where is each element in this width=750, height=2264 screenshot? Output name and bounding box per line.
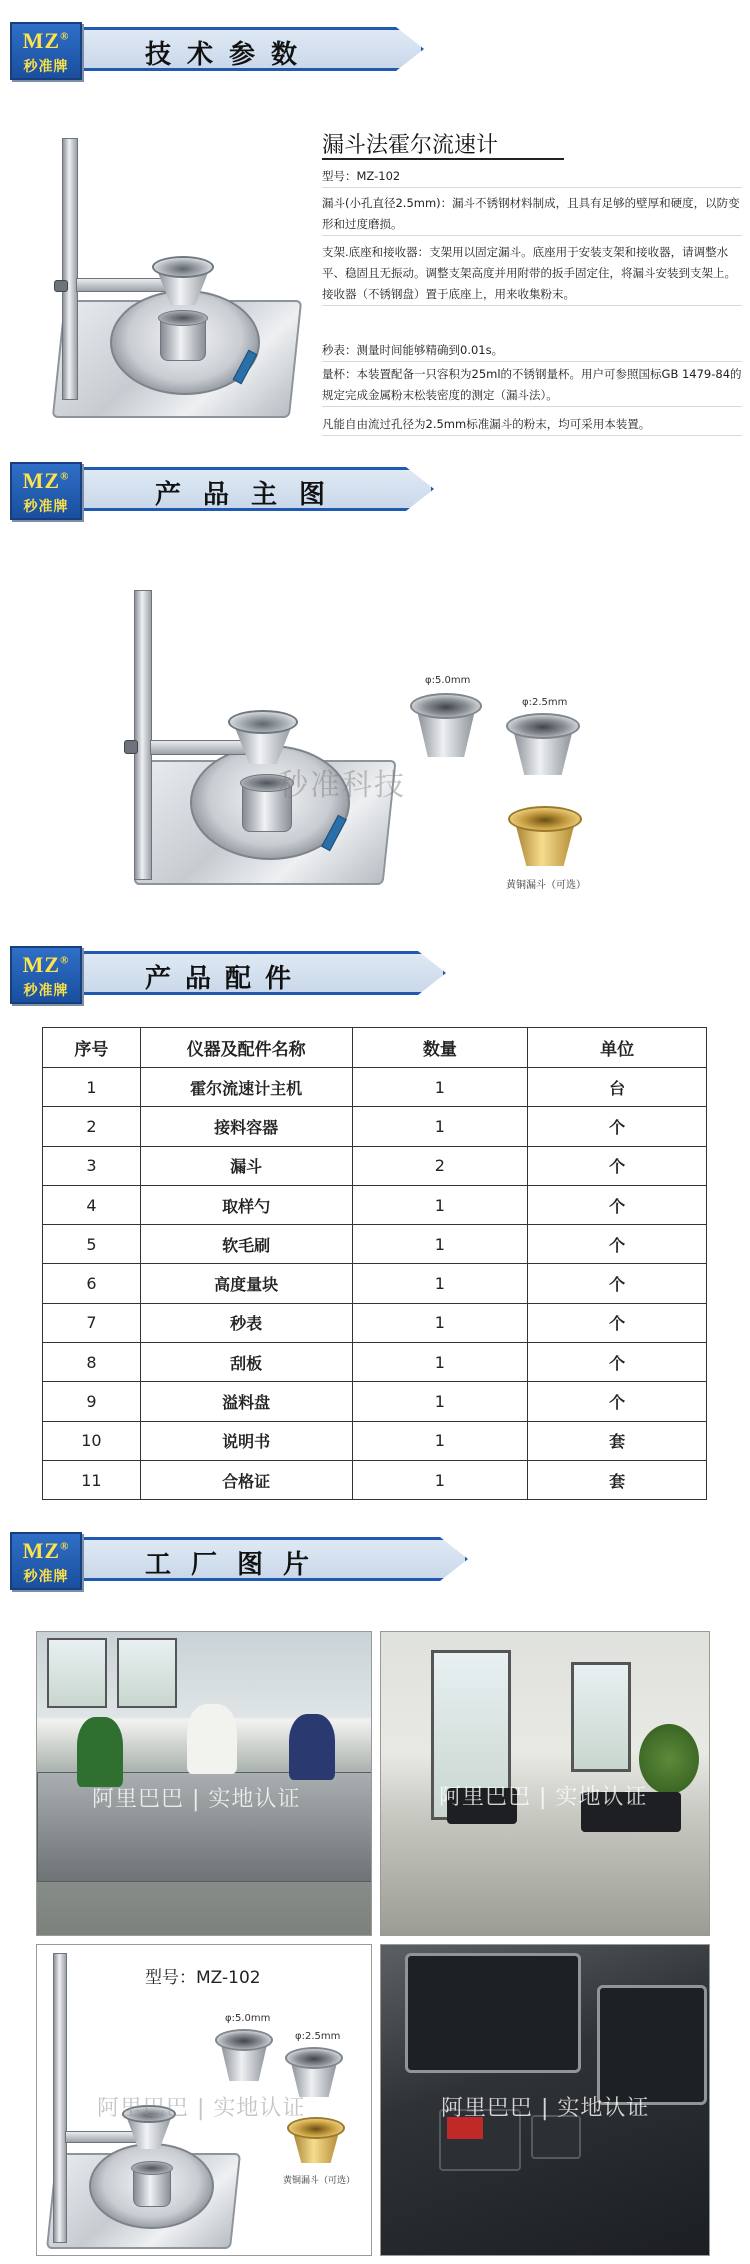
col-header-qty: 数量 [352,1028,528,1068]
cell-index: 5 [43,1225,141,1264]
brass-funnel [508,806,582,870]
brand-logo [10,1532,82,1590]
product-main-apparatus [120,590,400,900]
spec-row-model: 型号：MZ-102 [322,166,742,188]
cell-unit: 个 [528,1146,707,1185]
section-banner-factory [10,1532,470,1592]
cell-qty: 1 [352,1382,528,1421]
logo-cn-text: 秒准牌 [23,499,69,515]
cell-name: 高度量块 [140,1264,352,1303]
factory-photo-workshop [36,1631,372,1936]
cell-name: 漏斗 [140,1146,352,1185]
table-row [43,1107,707,1146]
cell-qty: 1 [352,1343,528,1382]
cell-name: 接料容器 [140,1107,352,1146]
logo-cn-text: 秒准牌 [23,1569,69,1585]
cell-qty: 1 [352,1185,528,1224]
funnel-5mm [410,693,482,763]
cell-name: 溢料盘 [140,1382,352,1421]
cell-qty: 1 [352,1107,528,1146]
accessories-table [42,1027,707,1500]
brass-funnel-caption: 黄铜漏斗（可选） [283,2176,356,2186]
cell-name: 取样勺 [140,1185,352,1224]
cell-index: 10 [43,1421,141,1460]
product-photo-apparatus [50,130,312,430]
product-watermark: 秒准科技 [278,768,406,803]
stand-rod [62,138,78,400]
cell-name: 说明书 [140,1421,352,1460]
logo-cn-text: 秒准牌 [23,59,69,75]
table-row [43,1382,707,1421]
model-label: 型号：MZ-102 [145,1968,261,1988]
table-header-row [43,1028,707,1068]
col-header-unit: 单位 [528,1028,707,1068]
cell-qty: 1 [352,1460,528,1499]
photo-watermark: 阿里巴巴 | 实地认证 [439,1785,648,1810]
stand-rod [134,590,152,880]
cell-unit: 个 [528,1185,707,1224]
spec-row-cup: 量杯：本装置配备一只容积为25ml的不锈钢量杯。用户可参照国标GB 1479-84的规定完成金属粉末松装密度的测定（漏斗法）。 [322,364,742,407]
cell-qty: 1 [352,1068,528,1107]
cell-qty: 1 [352,1225,528,1264]
table-row [43,1185,707,1224]
col-header-name: 仪器及配件名称 [140,1028,352,1068]
cell-qty: 1 [352,1264,528,1303]
cell-index: 3 [43,1146,141,1185]
cell-unit: 个 [528,1303,707,1342]
funnel-5mm-caption: φ:5.0mm [425,675,471,686]
factory-photo-office [380,1631,710,1936]
table-row [43,1460,707,1499]
table-row [43,1303,707,1342]
spec-title-underline [322,158,564,160]
cell-name: 秒表 [140,1303,352,1342]
cell-unit: 套 [528,1421,707,1460]
spec-product-title: 漏斗法霍尔流速计 [322,133,499,158]
spec-row-stopwatch: 秒表：测量时间能够精确到0.01s。 [322,340,742,362]
cell-name: 刮板 [140,1343,352,1382]
table-row [43,1225,707,1264]
brand-logo [10,22,82,80]
funnel-top [228,710,298,734]
logo-cn-text: 秒准牌 [23,983,69,999]
section-banner-accessories [10,946,450,1006]
cell-index: 6 [43,1264,141,1303]
section-title-factory: 工厂图片 [145,1550,330,1580]
section-title-specs: 技术参数 [145,40,314,70]
table-row [43,1146,707,1185]
brass-funnel [287,2117,345,2167]
spec-row-stand: 支架.底座和接收器：支架用以固定漏斗。底座用于安装支架和接收器，请调整水平、稳固且无振动。调整支架高度并用附带的扳手固定住，将漏斗安装到支架上。接收器（不锈钢盘）置于底座上，用来收集粉末。 [322,242,742,306]
cell-index: 2 [43,1107,141,1146]
table-row [43,1264,707,1303]
funnel-top [152,256,214,278]
col-header-index: 序号 [43,1028,141,1068]
logo-reg-mark: ® [60,1540,70,1553]
logo-mz-text: MZ [22,952,61,977]
cell-unit: 个 [528,1264,707,1303]
cell-unit: 个 [528,1107,707,1146]
cell-qty: 1 [352,1303,528,1342]
brass-funnel-caption: 黄铜漏斗（可选） [506,880,586,891]
spec-row-funnel: 漏斗(小孔直径2.5mm)：漏斗不锈钢材料制成，且具有足够的壁厚和硬度，以防变形和过度磨损。 [322,193,742,236]
cell-qty: 1 [352,1421,528,1460]
cell-index: 9 [43,1382,141,1421]
funnel-2-5mm-caption: φ:2.5mm [295,2031,341,2042]
cell-unit: 台 [528,1068,707,1107]
funnel-5mm [215,2029,273,2085]
funnel-2-5mm [506,713,580,779]
cell-name: 软毛刷 [140,1225,352,1264]
factory-photo-product [36,1944,372,2256]
logo-reg-mark: ® [60,470,70,483]
logo-reg-mark: ® [60,954,70,967]
logo-reg-mark: ® [60,30,70,43]
cell-index: 7 [43,1303,141,1342]
cell-qty: 2 [352,1146,528,1185]
adjust-knob [124,740,138,754]
photo-watermark: 阿里巴巴 | 实地认证 [92,1787,301,1812]
adjust-knob [54,280,68,292]
spec-row-scope: 凡能自由流过孔径为2.5mm标准漏斗的粉末，均可采用本装置。 [322,414,742,436]
funnel-5mm-caption: φ:5.0mm [225,2013,271,2024]
cell-unit: 个 [528,1225,707,1264]
section-title-product: 产品主图 [155,480,348,510]
table-row [43,1421,707,1460]
logo-mz-text: MZ [22,1538,61,1563]
brand-logo [10,946,82,1004]
photo-watermark: 阿里巴巴 | 实地认证 [441,2096,650,2121]
cell-index: 4 [43,1185,141,1224]
cell-unit: 个 [528,1343,707,1382]
logo-mz-text: MZ [22,468,61,493]
factory-photo-case [380,1944,710,2256]
table-row [43,1343,707,1382]
cell-index: 11 [43,1460,141,1499]
measuring-cup-top [158,310,208,326]
section-banner-product [10,462,430,522]
cell-name: 合格证 [140,1460,352,1499]
funnel-2-5mm-caption: φ:2.5mm [522,697,568,708]
section-banner-specs [10,22,430,82]
brand-logo [10,462,82,520]
table-row [43,1068,707,1107]
section-title-accessories: 产品配件 [145,964,306,994]
cell-name: 霍尔流速计主机 [140,1068,352,1107]
logo-mz-text: MZ [22,28,61,53]
photo-watermark: 阿里巴巴 | 实地认证 [97,2096,306,2121]
cell-index: 1 [43,1068,141,1107]
cell-unit: 套 [528,1460,707,1499]
cell-index: 8 [43,1343,141,1382]
cell-unit: 个 [528,1382,707,1421]
